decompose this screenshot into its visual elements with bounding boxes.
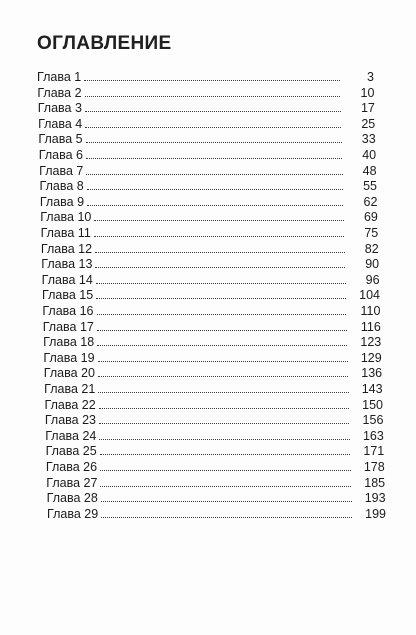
toc-entry-label: Глава 25 (45, 444, 97, 459)
toc-entry-page-number: 136 (361, 366, 383, 381)
toc-entry-label: Глава 16 (42, 304, 94, 318)
toc-entry-page-number: 185 (364, 475, 386, 490)
toc-entry-label: Глава 7 (39, 163, 84, 178)
toc-list (0, 66, 416, 526)
toc-entry-label: Глава 10 (40, 210, 92, 225)
toc-entry-page-number: 104 (359, 288, 380, 303)
toc-entry-label: Глава 20 (43, 366, 95, 381)
toc-entry-page-number: 17 (360, 101, 375, 116)
toc-entry-page-number: 69 (363, 210, 378, 225)
toc-entry-label: Глава 3 (37, 101, 82, 116)
toc-entry-label: Глава 21 (44, 382, 96, 396)
toc-entry-page-number: 10 (360, 85, 375, 100)
toc-entry-page-number: 150 (362, 397, 383, 412)
toc-entry-label: Глава 23 (44, 413, 96, 428)
toc-entry-label: Глава 12 (40, 241, 93, 256)
toc-entry-page-number: 171 (363, 444, 385, 459)
toc-entry-page-number: 123 (360, 335, 382, 350)
toc-entry-page-number: 62 (363, 194, 378, 209)
toc-entry-page-number: 129 (360, 350, 382, 365)
toc-entry-label: Глава 17 (42, 319, 94, 334)
toc-entry-label: Глава 13 (41, 257, 93, 272)
toc-entry-page-number: 199 (365, 506, 386, 521)
toc-entry-label: Глава 5 (38, 132, 83, 147)
toc-entry-label: Глава 19 (43, 350, 95, 365)
toc-entry-label: Глава 26 (45, 460, 98, 474)
toc-entry-page-number: 82 (364, 241, 379, 256)
toc-entry-page-number: 90 (365, 257, 380, 272)
toc-entry-label: Глава 22 (44, 397, 96, 412)
toc-entry-page-number: 193 (364, 491, 386, 506)
toc-entry-page-number: 96 (365, 272, 380, 287)
toc-entry-page-number: 156 (362, 413, 384, 428)
toc-entry-label: Глава 28 (46, 491, 98, 506)
toc-entry-label: Глава 6 (38, 148, 83, 162)
toc-entry-label: Глава 2 (37, 85, 82, 100)
toc-entry-page-number: 116 (360, 319, 381, 334)
toc-entry-page-number: 25 (361, 116, 376, 131)
toc-entry-page-number: 75 (364, 226, 379, 240)
toc-entry-label: Глава 27 (46, 475, 98, 490)
toc-dot-leader (101, 517, 352, 518)
toc-entry-page-number: 3 (367, 70, 374, 84)
toc-entry-label: Глава 24 (45, 428, 97, 443)
toc-entry-page-number: 48 (362, 163, 377, 178)
toc-entry-label: Глава 11 (40, 226, 91, 240)
toc-entry-page-number: 163 (362, 428, 384, 443)
toc-entry-label: Глава 18 (43, 335, 95, 350)
toc-entry-page-number: 55 (363, 179, 377, 194)
toc-entry-page-number: 40 (362, 148, 377, 162)
toc-entry-page-number: 143 (361, 382, 383, 396)
toc-entry-page-number: 110 (360, 304, 381, 318)
toc-entry-label: Глава 4 (38, 116, 83, 131)
toc-entry-label: Глава 9 (39, 194, 85, 209)
toc-title: ОГЛАВЛЕНИЕ (37, 33, 172, 54)
toc-entry-page-number: 178 (363, 460, 385, 474)
toc-entry-label: Глава 1 (37, 70, 82, 84)
toc-entry (47, 503, 386, 521)
toc-entry-label: Глава 15 (42, 288, 94, 303)
toc-entry-label: Глава 29 (47, 506, 99, 521)
toc-entry-label: Глава 8 (39, 179, 84, 194)
toc-entry-label: Глава 14 (41, 272, 93, 287)
toc-entry-page-number: 33 (361, 132, 376, 147)
